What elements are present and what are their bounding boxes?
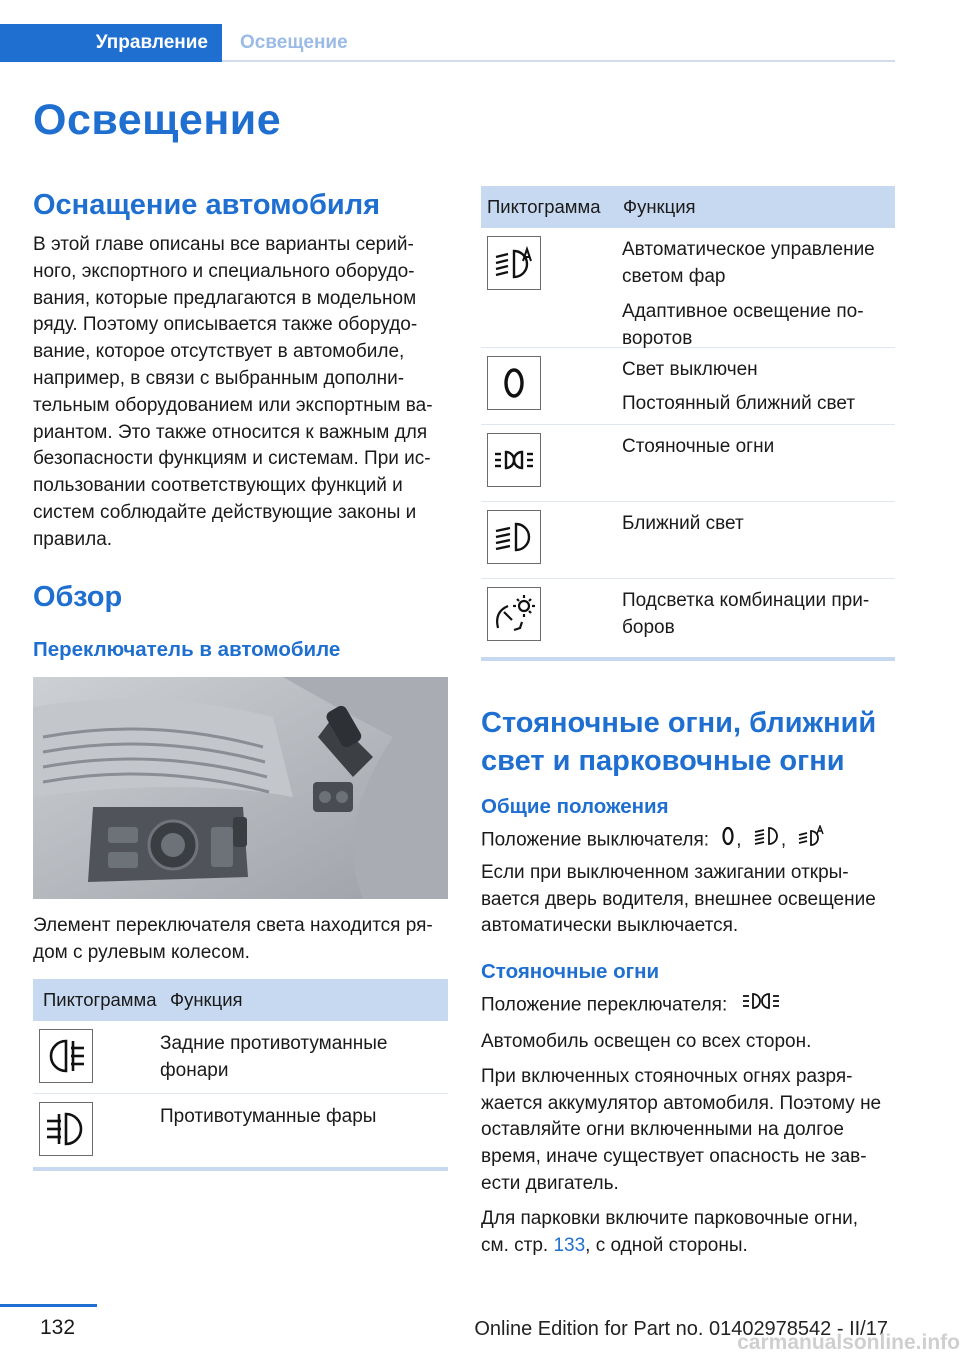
table-row [481, 502, 895, 579]
function-cell [622, 228, 875, 347]
text-line: Задние противотуманные [160, 1033, 388, 1054]
low-beam-icon [753, 825, 781, 856]
table-bottom-rule [481, 657, 895, 661]
parking-lights-icon [741, 990, 781, 1021]
text-line: Подсветка комбинации при- [622, 590, 870, 611]
text-line: В этой главе описаны все варианты серий- [33, 234, 414, 255]
icon-cell [481, 502, 622, 578]
switch-label: Положение переключателя: [481, 994, 728, 1016]
title-line: свет и парковочные огни [481, 745, 845, 777]
text-line: Автоматическое управление [622, 239, 875, 260]
table-row [33, 1094, 448, 1167]
text-line: оставляйте огни включенными на долгое [481, 1119, 844, 1141]
table-bottom-rule [33, 1167, 448, 1171]
icon-cell [481, 425, 622, 501]
function-cell [622, 502, 744, 578]
function-cell [160, 1021, 387, 1093]
text-line: боров [622, 617, 675, 638]
front-fog-light-icon [39, 1102, 93, 1156]
page-number: 132 [40, 1316, 76, 1339]
title-line: Стояночные огни, ближний [481, 707, 877, 739]
table-light-functions [481, 186, 895, 661]
text-line: вается дверь водителя, внешнее освещение [481, 888, 876, 910]
breadcrumb-tab-lighting[interactable]: Освещение [240, 32, 348, 53]
text-line: время, иначе существует опасность не зав- [481, 1146, 867, 1168]
comma: , [736, 829, 742, 851]
icon-cell [481, 579, 622, 657]
text-line: ного, экспортного и специального оборудо- [33, 260, 415, 282]
photo-caption [33, 913, 448, 967]
page-link-133[interactable]: 133 [553, 1234, 586, 1256]
parking-lights-icon [487, 433, 541, 487]
function-cell [160, 1094, 376, 1167]
text-line: Постоянный ближний свет [622, 393, 856, 414]
comma: , [780, 829, 787, 851]
icon-cell [33, 1021, 160, 1093]
text-line: тельным оборудованием или экспортным ва- [33, 394, 433, 416]
watermark: carmanualsonline.info [737, 1331, 960, 1354]
column-header-icon: Пиктограмма [487, 196, 601, 217]
positions-label: Положение выключателя: [481, 829, 710, 851]
section-title-parking-lowbeam [481, 704, 895, 780]
function-cell [622, 425, 774, 501]
auto-headlight-icon [797, 825, 825, 856]
text-line: автоматически выключается. [481, 915, 739, 937]
text-fragment: см. стр. [481, 1234, 554, 1256]
switch-positions-line [481, 825, 895, 856]
footer-rule [0, 1304, 97, 1307]
text-line: Свет выключен [622, 359, 758, 380]
section-parking-lights [481, 704, 895, 1259]
header-divider [222, 60, 895, 62]
column-header-icon: Пиктограмма [43, 989, 157, 1010]
low-beam-icon [487, 510, 541, 564]
table-row [481, 228, 895, 348]
text-line: Элемент переключателя света находится ря- [33, 915, 433, 936]
table-fog-lights [33, 979, 448, 1171]
parking-hint-paragraph [481, 1206, 895, 1260]
subtitle-parking-lights: Стояночные огни [481, 960, 660, 984]
lit-all-sides-text: Автомобиль освещен со всех сторон. [481, 1030, 812, 1052]
table-row [481, 579, 895, 657]
text-line: риантом. Это также относится к важным для [33, 421, 428, 443]
text-line: Для парковки включите парковочные огни, [481, 1207, 859, 1229]
text-line: фонари [160, 1060, 229, 1081]
lights-off-icon [720, 825, 736, 856]
text-line: Адаптивное освещение по- [622, 301, 864, 322]
table-row [481, 348, 895, 425]
edition-info: Online Edition for Part no. 01402978542 - II/17 [474, 1318, 888, 1340]
table-row [33, 1021, 448, 1094]
text-line: вание, которое отсутствует в автомобиле, [33, 341, 405, 363]
text-line: Противотуманные фары [160, 1106, 377, 1127]
text-line: правила. [33, 528, 113, 550]
text-line: воротов [622, 328, 693, 349]
table-header [33, 979, 448, 1021]
auto-off-paragraph [481, 860, 895, 940]
auto-headlight-icon [487, 236, 541, 290]
text-line: дом с рулевым колесом. [33, 941, 250, 963]
icon-cell [481, 228, 622, 347]
text-line [481, 1233, 895, 1260]
section-title-equipment: Оснащение автомобиля [33, 189, 381, 221]
section-title-overview: Обзор [33, 581, 123, 613]
text-line: светом фар [622, 266, 726, 287]
text-line: ести двигатель. [481, 1172, 619, 1194]
text-line: ряду. Поэтому описывается также оборудо- [33, 314, 418, 336]
function-cell [622, 579, 869, 657]
lights-off-icon [487, 356, 541, 410]
icon-cell [33, 1094, 160, 1167]
table-row [481, 425, 895, 502]
text-line: пользовании соответствующих функций и [33, 475, 403, 497]
page-title: Освещение [33, 96, 282, 144]
text-line: вания, которые предлагаются в модельном [33, 287, 417, 309]
breadcrumb-tab-control[interactable]: Управление [0, 24, 222, 62]
subtitle-general: Общие положения [481, 795, 669, 818]
battery-warning-paragraph [481, 1064, 895, 1198]
light-switch-photo [33, 677, 448, 899]
section-equipment [33, 186, 448, 554]
column-header-function: Функция [170, 989, 243, 1010]
text-line: При включенных стояночных огнях разря- [481, 1065, 853, 1087]
text-fragment: , с одной стороны. [585, 1234, 748, 1256]
text-line: например, в связи с выбранным дополни- [33, 367, 405, 389]
text-line: жается аккумулятор автомобиля. Поэтому не [481, 1092, 882, 1114]
function-cell [622, 348, 855, 424]
instrument-lighting-icon [487, 587, 541, 641]
text-line: Если при выключенном зажигании откры- [481, 861, 849, 883]
text-line: Ближний свет [622, 513, 744, 534]
column-header-function: Функция [623, 196, 696, 217]
equipment-paragraph [33, 232, 448, 554]
rear-fog-light-icon [39, 1029, 93, 1083]
text-line: безопасности функциям и системам. При ис- [33, 448, 431, 470]
text-line: Стояночные огни [622, 436, 775, 457]
text-line: систем соблюдайте действующие законы и [33, 501, 417, 523]
icon-cell [481, 348, 622, 424]
table-header [481, 186, 895, 228]
switch-position-line [481, 990, 895, 1021]
subtitle-switch-in-vehicle: Переключатель в автомобиле [33, 638, 341, 661]
